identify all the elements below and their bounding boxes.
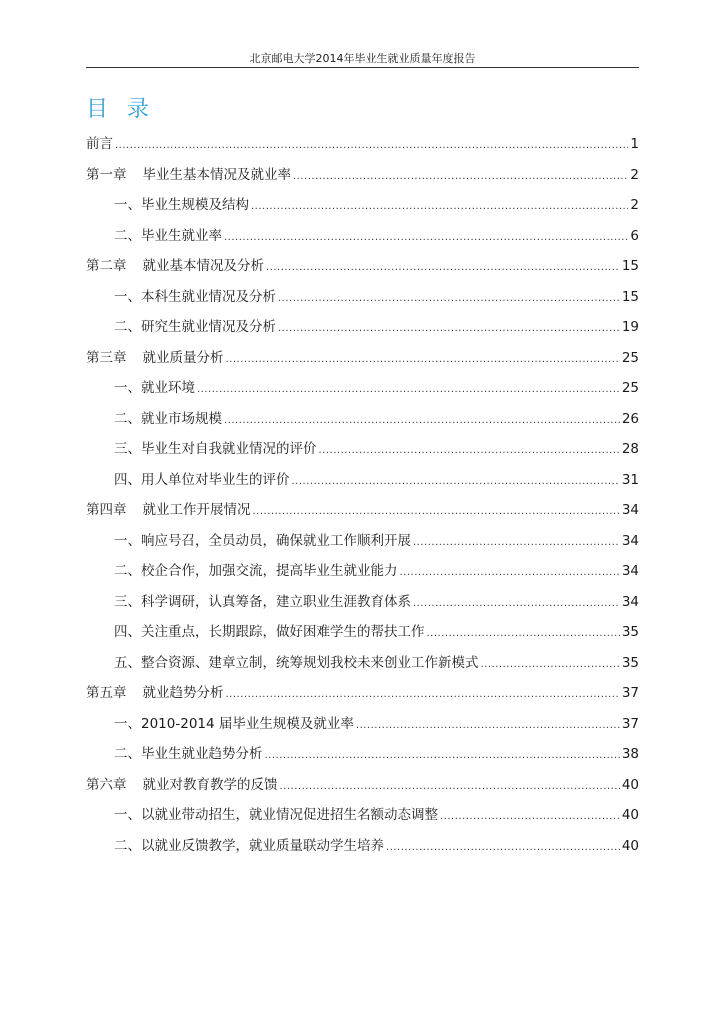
toc-entry-label	[86, 164, 291, 186]
toc-entry-label	[114, 408, 222, 430]
toc-entry-label	[114, 377, 195, 399]
toc-page-number: 26	[621, 410, 639, 427]
toc-section-entry[interactable]	[86, 438, 639, 469]
toc-entry-label	[114, 225, 222, 247]
toc-page-number: 2	[630, 166, 639, 183]
toc-dot-leader	[115, 135, 628, 157]
toc-dot-leader	[197, 379, 620, 401]
toc-section-entry[interactable]	[86, 713, 639, 744]
toc-chapter-number: 第一章	[86, 166, 127, 183]
toc-chapter-entry[interactable]	[86, 164, 639, 195]
toc-page-number: 40	[621, 807, 639, 823]
toc-dot-leader	[293, 166, 628, 188]
toc-section-entry[interactable]	[86, 194, 639, 225]
toc-entry-label	[114, 713, 354, 735]
toc-section-entry[interactable]	[86, 835, 639, 866]
toc-entry-label	[86, 682, 224, 704]
toc-chapter-entry[interactable]	[86, 347, 639, 378]
toc-section-entry[interactable]	[86, 591, 639, 622]
toc-chapter-number: 第四章	[86, 502, 127, 518]
toc-dot-leader	[292, 471, 620, 493]
toc-entry-text: 二、以就业反馈教学，就业质量联动学生培养	[114, 837, 384, 854]
toc-dot-leader	[278, 288, 620, 310]
toc-entry-text: 二、研究生就业情况及分析	[114, 319, 276, 335]
toc-entry-text: 就业质量分析	[142, 349, 224, 366]
toc-entry-label	[114, 591, 411, 613]
toc-entry-label	[114, 469, 290, 491]
toc-page-number: 34	[621, 563, 639, 579]
toc-page-number: 28	[621, 441, 639, 457]
toc-page-number: 35	[621, 654, 639, 671]
toc-section-entry[interactable]	[86, 225, 639, 256]
toc-page-number: 15	[621, 288, 639, 305]
toc-section-entry[interactable]	[86, 286, 639, 317]
toc-entry-label	[114, 194, 249, 216]
toc-page-number: 25	[621, 380, 639, 396]
toc-page-number: 19	[621, 319, 639, 335]
toc-entry-text: 毕业生基本情况及就业率	[142, 166, 291, 183]
toc-dot-leader	[400, 562, 620, 584]
toc-entry-label	[114, 743, 263, 765]
toc-entry-text: 五、整合资源、建章立制，统筹规划我校未来创业工作新模式	[114, 654, 479, 671]
toc-entry-text: 四、关注重点，长期跟踪，做好困难学生的帮扶工作	[114, 624, 425, 640]
toc-page-number: 34	[621, 502, 639, 518]
toc-page-number: 34	[621, 532, 639, 549]
toc-entry-text: 一、本科生就业情况及分析	[114, 288, 276, 305]
toc-entry-text: 二、校企合作，加强交流，提高毕业生就业能力	[114, 563, 398, 579]
toc-dot-leader	[481, 654, 620, 676]
toc-entry-label	[86, 255, 264, 277]
toc-entry-label	[86, 347, 224, 369]
toc-section-entry[interactable]	[86, 377, 639, 408]
toc-entry-label	[114, 286, 276, 308]
toc-section-entry[interactable]	[86, 652, 639, 683]
toc-entry-label	[114, 316, 276, 338]
toc-dot-leader	[266, 257, 620, 279]
toc-page-number: 40	[621, 837, 639, 854]
toc-entry-text: 就业对教育教学的反馈	[142, 776, 278, 793]
toc-chapter-number: 第五章	[86, 685, 127, 701]
toc-dot-leader	[440, 806, 620, 828]
toc-entry-label	[114, 652, 479, 674]
toc-section-entry[interactable]	[86, 316, 639, 347]
toc-page-number: 31	[621, 471, 639, 488]
toc-page-number: 38	[621, 746, 639, 762]
toc-entry-text: 二、毕业生就业趋势分析	[114, 746, 263, 762]
toc-dot-leader	[427, 623, 620, 645]
toc-entry-label	[86, 499, 251, 521]
toc-section-entry[interactable]	[86, 469, 639, 500]
toc-chapter-entry[interactable]	[86, 255, 639, 286]
toc-page-number: 1	[630, 136, 639, 152]
toc-entry-text: 四、用人单位对毕业生的评价	[114, 471, 290, 488]
toc-entry-label	[114, 438, 317, 460]
toc-dot-leader	[413, 593, 620, 615]
toc-dot-leader	[386, 837, 620, 859]
toc-dot-leader	[251, 196, 628, 218]
toc-title: 目 录	[86, 97, 155, 122]
toc-dot-leader	[413, 532, 620, 554]
toc-section-entry[interactable]	[86, 530, 639, 561]
toc-dot-leader	[356, 715, 620, 737]
toc-entry-text: 一、以就业带动招生，就业情况促进招生名额动态调整	[114, 807, 438, 823]
toc-page-number: 40	[621, 776, 639, 793]
toc-section-entry[interactable]	[86, 408, 639, 439]
toc-entry-text: 前言	[86, 136, 113, 152]
toc-entry-label	[114, 560, 398, 582]
toc-dot-leader	[226, 684, 620, 706]
toc-page-number: 25	[621, 349, 639, 366]
toc-entry-text: 三、毕业生对自我就业情况的评价	[114, 441, 317, 457]
toc-entry-text: 就业趋势分析	[142, 685, 224, 701]
toc-entry-label	[114, 621, 425, 643]
toc-entry-text: 二、就业市场规模	[114, 410, 222, 427]
toc-entry-text: 一、响应号召，全员动员，确保就业工作顺利开展	[114, 532, 411, 549]
toc-chapter-number: 第三章	[86, 349, 127, 366]
toc-chapter-number: 第二章	[86, 258, 127, 274]
toc-section-entry[interactable]	[86, 804, 639, 835]
toc-entry-text: 一、2010-2014 届毕业生规模及就业率	[114, 715, 354, 732]
toc-chapter-entry[interactable]	[86, 682, 639, 713]
toc-page-number: 2	[630, 197, 639, 213]
toc-chapter-entry[interactable]	[86, 133, 639, 164]
toc-page-number: 34	[621, 593, 639, 610]
toc-entry-text: 二、毕业生就业率	[114, 227, 222, 244]
toc-entry-label	[86, 133, 113, 155]
toc-section-entry[interactable]	[86, 621, 639, 652]
toc-dot-leader	[226, 349, 620, 371]
toc-dot-leader	[280, 776, 620, 798]
toc-section-entry[interactable]	[86, 560, 639, 591]
toc-dot-leader	[278, 318, 620, 340]
toc-dot-leader	[319, 440, 620, 462]
toc-section-entry[interactable]	[86, 743, 639, 774]
toc-entry-text: 就业工作开展情况	[142, 502, 251, 518]
toc-entry-text: 一、毕业生规模及结构	[114, 197, 249, 213]
toc-entry-label	[114, 530, 411, 552]
toc-entry-label	[114, 835, 384, 857]
toc-page-number: 6	[630, 227, 639, 244]
toc-page-number: 15	[621, 258, 639, 274]
toc-entry-label	[86, 774, 278, 796]
toc-chapter-number: 第六章	[86, 776, 127, 793]
toc-dot-leader	[224, 410, 620, 432]
header-divider	[86, 67, 639, 68]
toc-dot-leader	[265, 745, 620, 767]
toc-dot-leader	[224, 227, 628, 249]
table-of-contents	[86, 133, 639, 865]
toc-entry-label	[114, 804, 438, 826]
toc-page-number: 37	[621, 685, 639, 701]
toc-chapter-entry[interactable]	[86, 774, 639, 805]
toc-entry-text: 三、科学调研，认真筹备，建立职业生涯教育体系	[114, 593, 411, 610]
toc-chapter-entry[interactable]	[86, 499, 639, 530]
toc-entry-text: 一、就业环境	[114, 380, 195, 396]
running-header: 北京邮电大学2014年毕业生就业质量年度报告	[249, 52, 476, 65]
toc-page-number: 35	[621, 624, 639, 640]
toc-entry-text: 就业基本情况及分析	[142, 258, 264, 274]
toc-dot-leader	[253, 501, 620, 523]
toc-page-number: 37	[621, 715, 639, 732]
